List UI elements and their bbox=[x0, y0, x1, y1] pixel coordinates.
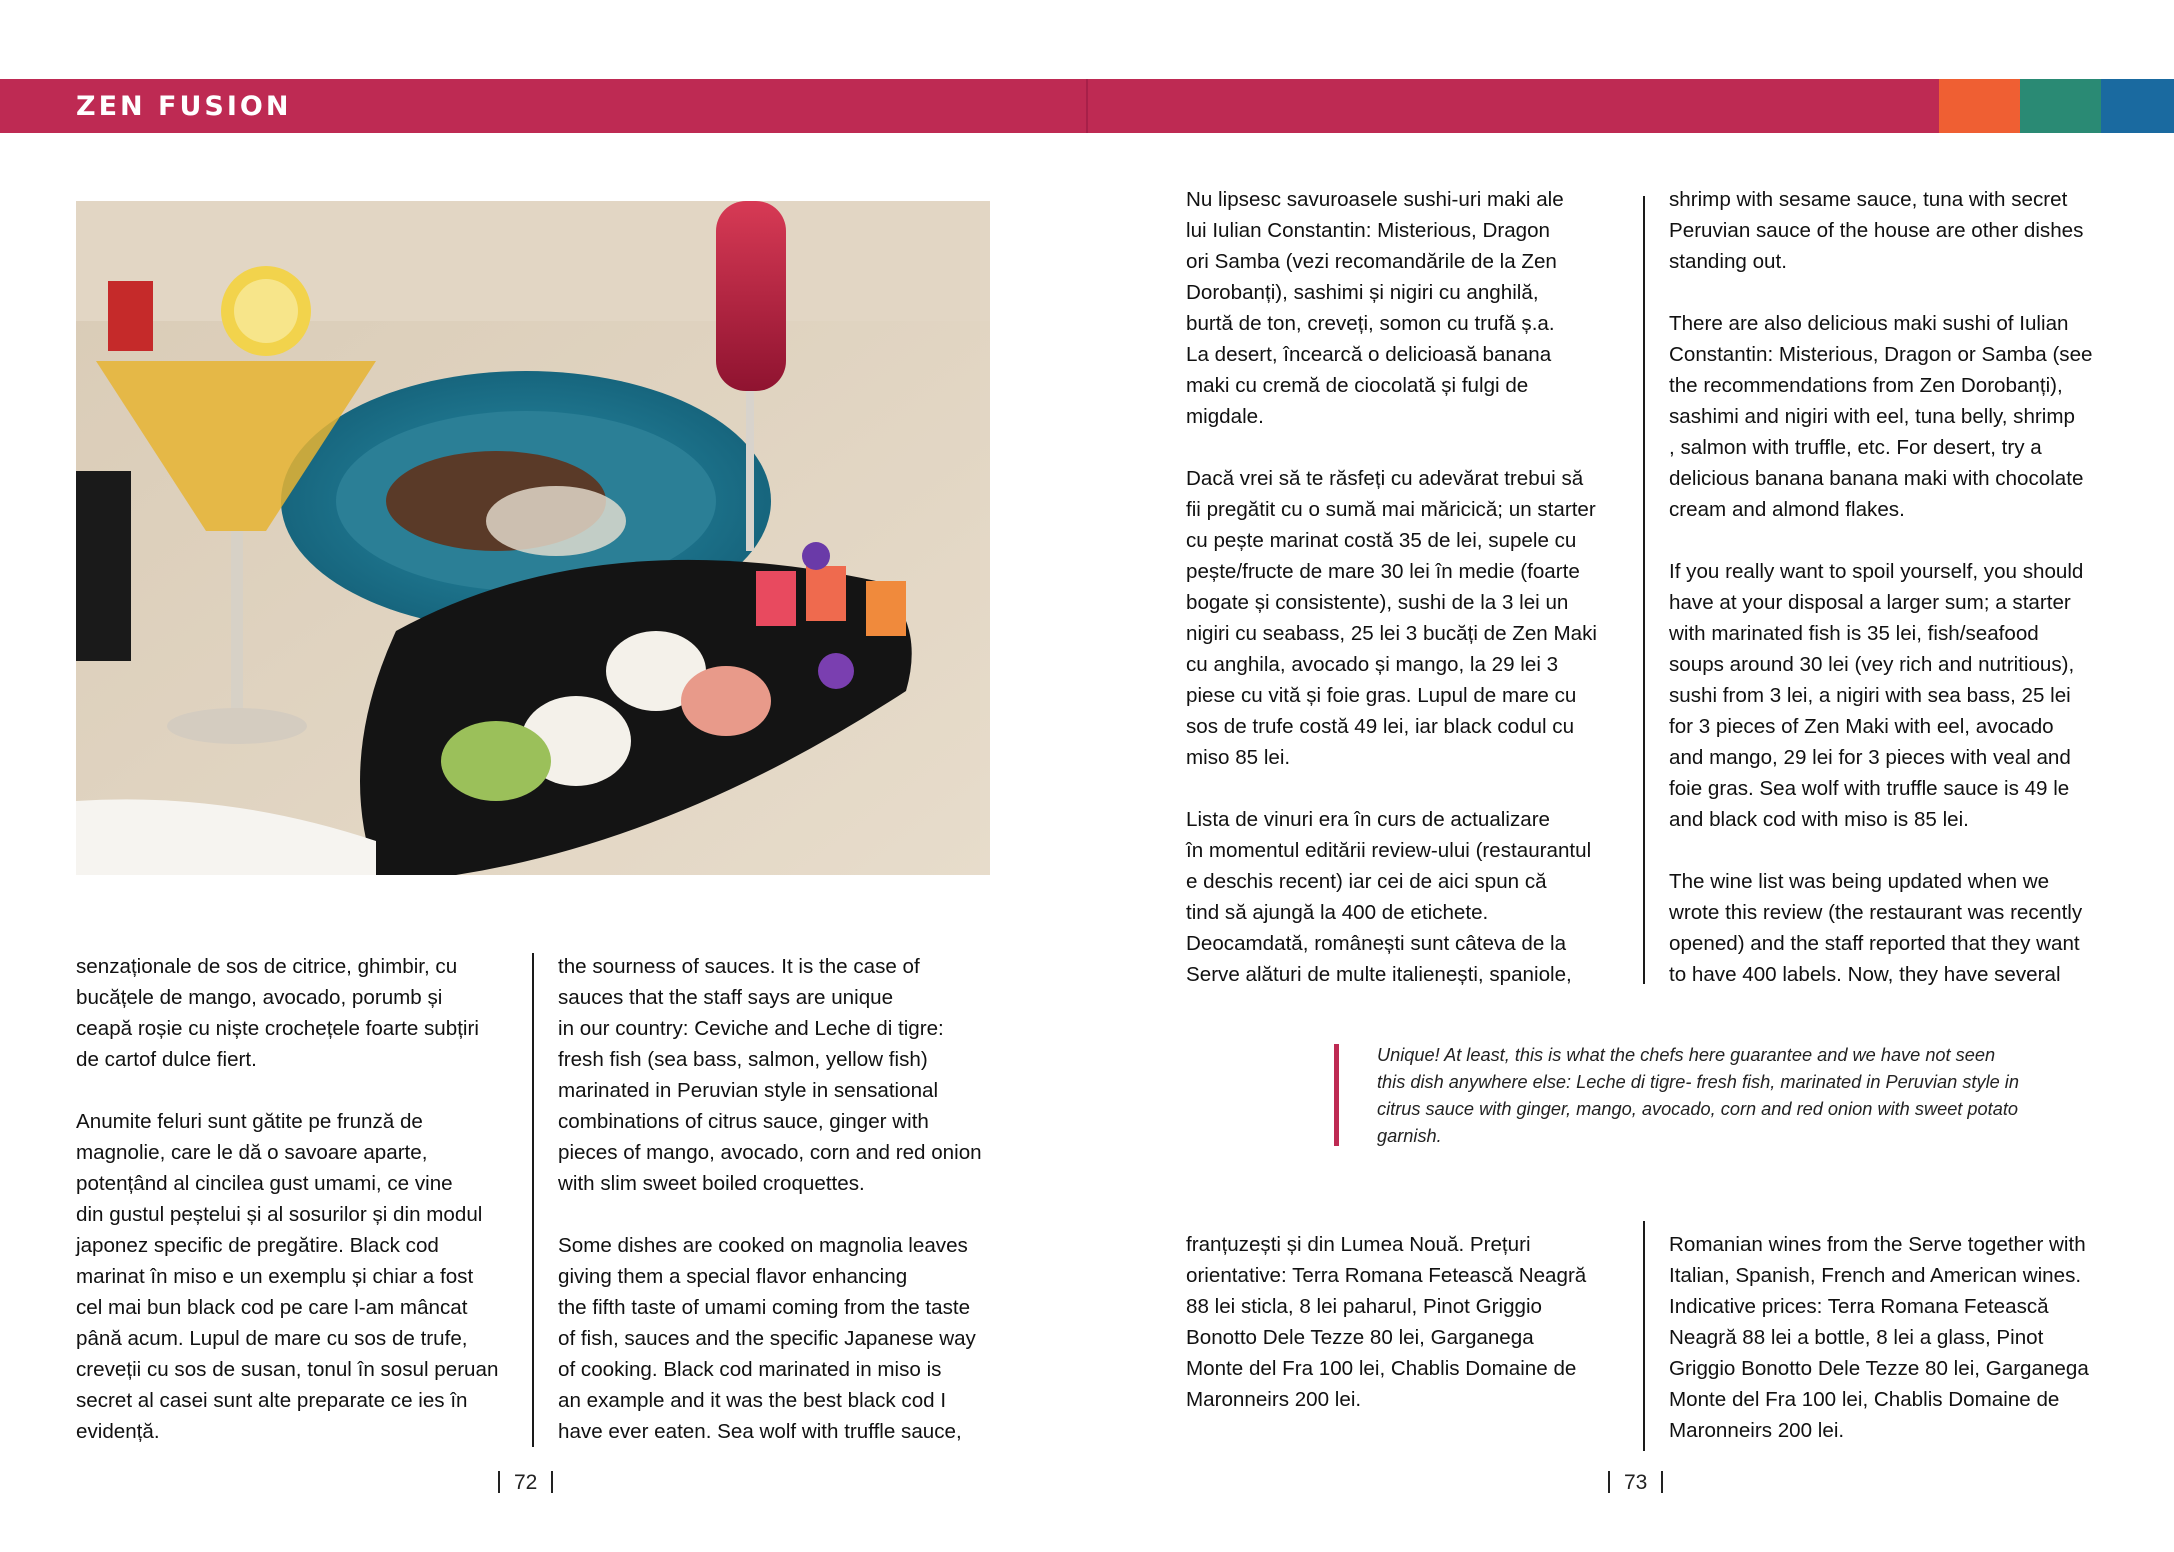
food-photo bbox=[76, 201, 990, 875]
color-swatch-blue bbox=[2101, 79, 2174, 133]
page-number-right bbox=[1594, 1471, 1677, 1495]
section-title: ZEN FUSION bbox=[76, 91, 292, 122]
right-column-2 bbox=[1669, 184, 2139, 990]
pull-quote: Unique! At least, this is what the chefs here guarantee and we have not seen this dish anywhere else: Leche di tigre- fresh fish, marinated in Peruvian style in citrus sauce with ginger, mango, avocado, corn and red onion with sweet potato garnish. bbox=[1377, 1045, 2019, 1146]
page-spine bbox=[1086, 79, 1088, 133]
page-number-divider bbox=[1661, 1471, 1663, 1493]
food-photo-image bbox=[76, 201, 990, 875]
paragraph: Some dishes are cooked on magnolia leaves giving them a special flavor enhancing the fifth taste of umami coming from the taste of fish, sauces and the specific Japanese way of cooking. Black cod marinated in miso is an example and it was the best black cod I have ever eaten. Sea wolf with truffle sauce, bbox=[558, 1234, 976, 1443]
paragraph: There are also delicious maki sushi of Iulian Constantin: Misterious, Dragon or Samba (see the recommendations from Zen Dorobanți), sashimi and nigiri with eel, tuna belly, shrimp , salmon with truffle, etc. For desert, try a delicious banana banana maki with chocolate cream and almond flakes. bbox=[1669, 312, 2093, 521]
column-rule bbox=[532, 953, 534, 1447]
right-column-1 bbox=[1186, 184, 1646, 990]
paragraph: Dacă vrei să te răsfeți cu adevărat trebui să fii pregătit cu o sumă mai măricică; un starter cu pește marinat costă 35 de lei, supele cu pește/fructe de mare 30 lei în medie (foarte bogate și consistente), sushi de la 3 lei un nigiri cu seabass, 25 lei 3 bucăți de Zen Maki cu anghila, avocado și mango, la 29 lei 3 piese cu vită și foie gras. Lupul de mare cu sos de trufe costă 49 lei, iar black codul cu miso 85 lei. bbox=[1186, 467, 1597, 769]
paragraph: the sourness of sauces. It is the case of sauces that the staff says are unique in our country: Ceviche and Leche di tigre: fresh fish (sea bass, salmon, yellow fish) marinated in Peruvian style in sensational combinations of citrus sauce, ginger with pieces of mango, avocado, corn and red onion with slim sweet boiled croquettes. bbox=[558, 955, 982, 1195]
color-swatch-green bbox=[2020, 79, 2101, 133]
page-number-left bbox=[484, 1471, 567, 1495]
right-bottom-column-2 bbox=[1669, 1229, 2139, 1446]
column-rule bbox=[1643, 1221, 1645, 1451]
paragraph: franțuzești și din Lumea Nouă. Prețuri orientative: Terra Romana Fetească Neagră 88 lei sticla, 8 lei paharul, Pinot Griggio Bonotto Dele Tezze 80 lei, Garganega Monte del Fra 100 lei, Chablis Domaine de Maronneirs 200 lei. bbox=[1186, 1233, 1587, 1411]
paragraph: Nu lipsesc savuroasele sushi-uri maki ale lui Iulian Constantin: Misterious, Dragon ori Samba (vezi recomandările de la Zen Dorobanți), sashimi și nigiri cu anghilă, burtă de ton, creveți, somon cu trufă ș.a. La desert, încearcă o delicioasă banana maki cu cremă de ciocolată și fulgi de migdale. bbox=[1186, 188, 1564, 428]
paragraph: senzaționale de sos de citrice, ghimbir, cu bucățele de mango, avocado, porumb și ceapă roșie cu niște crochețele foarte subțiri de cartof dulce fiert. bbox=[76, 955, 479, 1071]
page-number: 72 bbox=[514, 1471, 538, 1494]
page-number: 73 bbox=[1624, 1471, 1648, 1494]
column-rule bbox=[1643, 196, 1645, 984]
page-number-divider bbox=[498, 1471, 500, 1493]
page-number-divider bbox=[1608, 1471, 1610, 1493]
paragraph: The wine list was being updated when we wrote this review (the restaurant was recently opened) and the staff reported that they want to have 400 labels. Now, they have several bbox=[1669, 870, 2083, 986]
pull-quote-bar bbox=[1334, 1044, 1339, 1146]
left-column-2 bbox=[558, 951, 1008, 1447]
right-bottom-column-1 bbox=[1186, 1229, 1646, 1415]
paragraph: Anumite feluri sunt gătite pe frunză de magnolie, care le dă o savoare aparte, potențând al cincilea gust umami, ce vine din gustul peștelui și al sosurilor și din modul japonez specific de pregătire. Black cod marinat în miso e un exemplu și chiar a fost cel mai bun black cod pe care l-am mâncat până acum. Lupul de mare cu sos de trufe, creveții cu sos de susan, tonul în sosul peruan secret al casei sunt alte preparate ce ies în evidență. bbox=[76, 1110, 499, 1443]
left-column-1 bbox=[76, 951, 536, 1447]
paragraph: shrimp with sesame sauce, tuna with secret Peruvian sauce of the house are other dishes standing out. bbox=[1669, 188, 2084, 273]
paragraph: Romanian wines from the Serve together with Italian, Spanish, French and American wines. Indicative prices: Terra Romana Fetească Neagră 88 lei a bottle, 8 lei a glass, Pinot Griggio Bonotto Dele Tezze 80 lei, Garganega Monte del Fra 100 lei, Chablis Domaine de Maronneirs 200 lei. bbox=[1669, 1233, 2089, 1442]
paragraph: If you really want to spoil yourself, you should have at your disposal a larger sum; a starter with marinated fish is 35 lei, fish/seafood soups around 30 lei (vey rich and nutritious), sushi from 3 lei, a nigiri with sea bass, 25 lei for 3 pieces of Zen Maki with eel, avocado and mango, 29 lei for 3 pieces with veal and foie gras. Sea wolf with truffle sauce is 49 le and black cod with miso is 85 lei. bbox=[1669, 560, 2084, 831]
paragraph: Lista de vinuri era în curs de actualizare în momentul editării review-ului (restaurantul e deschis recent) iar cei de aici spun că tind să ajungă la 400 de etichete. Deocamdată, românești sunt câteva de la Serve alături de multe italienești, spaniole, bbox=[1186, 808, 1592, 986]
color-swatch-orange bbox=[1939, 79, 2020, 133]
page-number-divider bbox=[551, 1471, 553, 1493]
